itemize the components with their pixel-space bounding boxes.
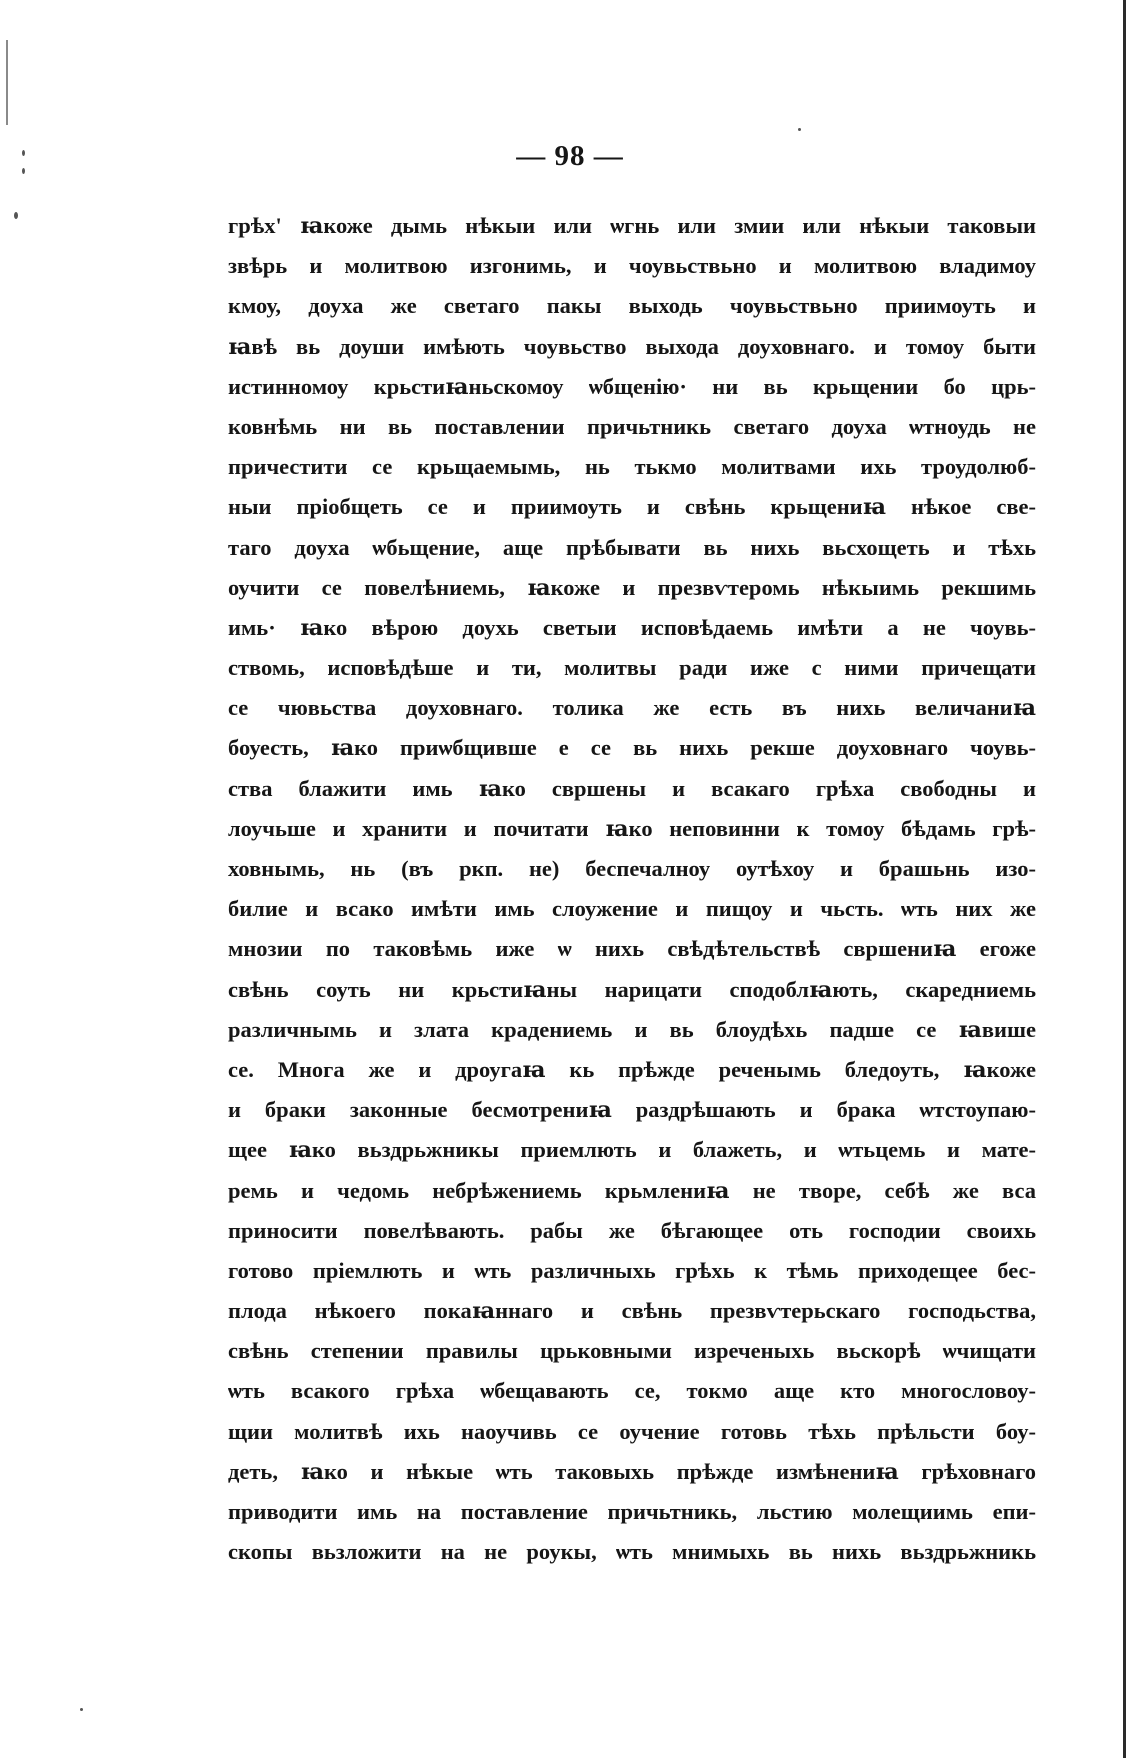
text-line: кмоу, доуха же светаго пакы выходь чоувьствьно приимоуть и [228, 293, 1036, 319]
scan-speck [80, 1708, 83, 1711]
text-line: ѡть всакого грѣха ѡбещавають се, токмо аще кто многословоу- [228, 1378, 1036, 1404]
scan-border-right [1123, 0, 1126, 1758]
text-line: приводити имь на поставление причьтникь, льстию молещиимь епи- [228, 1499, 1036, 1524]
text-line: мнозии по таковѣмь иже ѡ нихь свѣдѣтельствѣ свршениꙗ егоже [228, 936, 1036, 962]
text-line: се чювьства доуховнаго. толика же есть въ нихь величаниꙗ [228, 695, 1036, 721]
text-line: щее ꙗко вьздрьжникы приемлють и блажеть, и ѡтьцемь и мате- [228, 1137, 1036, 1163]
text-line: приносити повелѣвають. рабы же бѣгающее оть господии своихь [228, 1217, 1036, 1243]
scan-border-left [6, 40, 8, 125]
text-line: билие и всако имѣти имь слоужение и пищоу и чьсть. ѡть них же [228, 896, 1036, 922]
text-line: имь· ꙗко вѣрою доухь светыи исповѣдаемь имѣти а не чоувь- [228, 614, 1036, 640]
text-line: свѣнь степении правилы црьковными изреченыхь вьскорѣ ѡчищати [228, 1338, 1036, 1364]
text-line: лоучьше и хранити и почитати ꙗко неповинни к томоу бѣдамь грѣ- [228, 815, 1036, 841]
text-line: ствомь, исповѣдѣше и ти, молитвы ради иже с ними причещати [228, 655, 1036, 681]
text-line: ковнѣмь ни вь поставлении причьтникь светаго доуха ѡтноудь не [228, 413, 1036, 439]
scan-speck [798, 128, 801, 131]
text-line: скопы вьзложити на не роукы, ѡть мнимыхь вь нихь вьздрьжникь [228, 1539, 1036, 1565]
text-line: таго доуха ѡбьщение, аще прѣбывати вь нихь вьсхощеть и тѣхь [228, 534, 1036, 560]
scan-speck [14, 212, 18, 219]
text-line: се. Многа же и дроугаꙗ кь прѣжде реченымь бледоуть, ꙗкоже [228, 1056, 1036, 1082]
text-line: оучити се повелѣниемь, ꙗкоже и презвѵтеромь нѣкыимь рекшимь [228, 574, 1036, 600]
text-line: звѣрь и молитвою изгонимь, и чоувьствьно и молитвою владимоу [228, 253, 1036, 279]
text-line: щии молитвѣ ихь наоучивь се оучение готовь тѣхь прѣльсти боу- [228, 1418, 1036, 1444]
text-line: грѣх' ꙗкоже дымь нѣкыи или ѡгнь или змии или нѣкыи таковыи [228, 213, 1036, 238]
text-line: ремь и чедомь небрѣжениемь крьмлениꙗ не творе, себѣ же вса [228, 1177, 1036, 1203]
text-line: боуесть, ꙗко приѡбщивше е се вь нихь рекше доуховнаго чоувь- [228, 735, 1036, 761]
text-line: истинномоу крьстиꙗньскомоу ѡбщенiю· ни вь крьщении бо црь- [228, 373, 1036, 399]
text-line: причестити се крьщаемымь, нь тькмо молитвами ихь троудолюб- [228, 454, 1036, 480]
page-number: — 98 — [516, 140, 624, 172]
text-line: и браки законные бесмотрениꙗ раздрѣшають и брака ѡтстоупаю- [228, 1097, 1036, 1123]
text-line: ства блажити имь ꙗко свршены и всакаго грѣха свободны и [228, 775, 1036, 801]
body-text [228, 206, 1036, 1572]
text-line: ныи прiобщеть се и приимоуть и свѣнь крьщениꙗ нѣкое све- [228, 494, 1036, 520]
text-line: различнымь и злата крадениемь и вь блоудѣхь падше се ꙗвише [228, 1016, 1036, 1042]
text-line: ховнымь, нь (въ ркп. не) беспечалноу оутѣхоу и брашьнь изо- [228, 856, 1036, 881]
text-line: готово прiемлють и ѡть различныхь грѣхь к тѣмь приходещее бес- [228, 1257, 1036, 1283]
text-line: ꙗвѣ вь доуши имѣють чоувьство выхода доуховнаго. и томоу быти [228, 333, 1036, 359]
text-line: свѣнь соуть ни крьстиꙗны нарицати сподоблꙗють, скаредниемь [228, 976, 1036, 1002]
text-line: деть, ꙗко и нѣкые ѡть таковыхь прѣжде измѣнениꙗ грѣховнаго [228, 1458, 1036, 1484]
text-line: плода нѣкоего покаꙗннаго и свѣнь презвѵтерьскаго господьства, [228, 1298, 1036, 1324]
